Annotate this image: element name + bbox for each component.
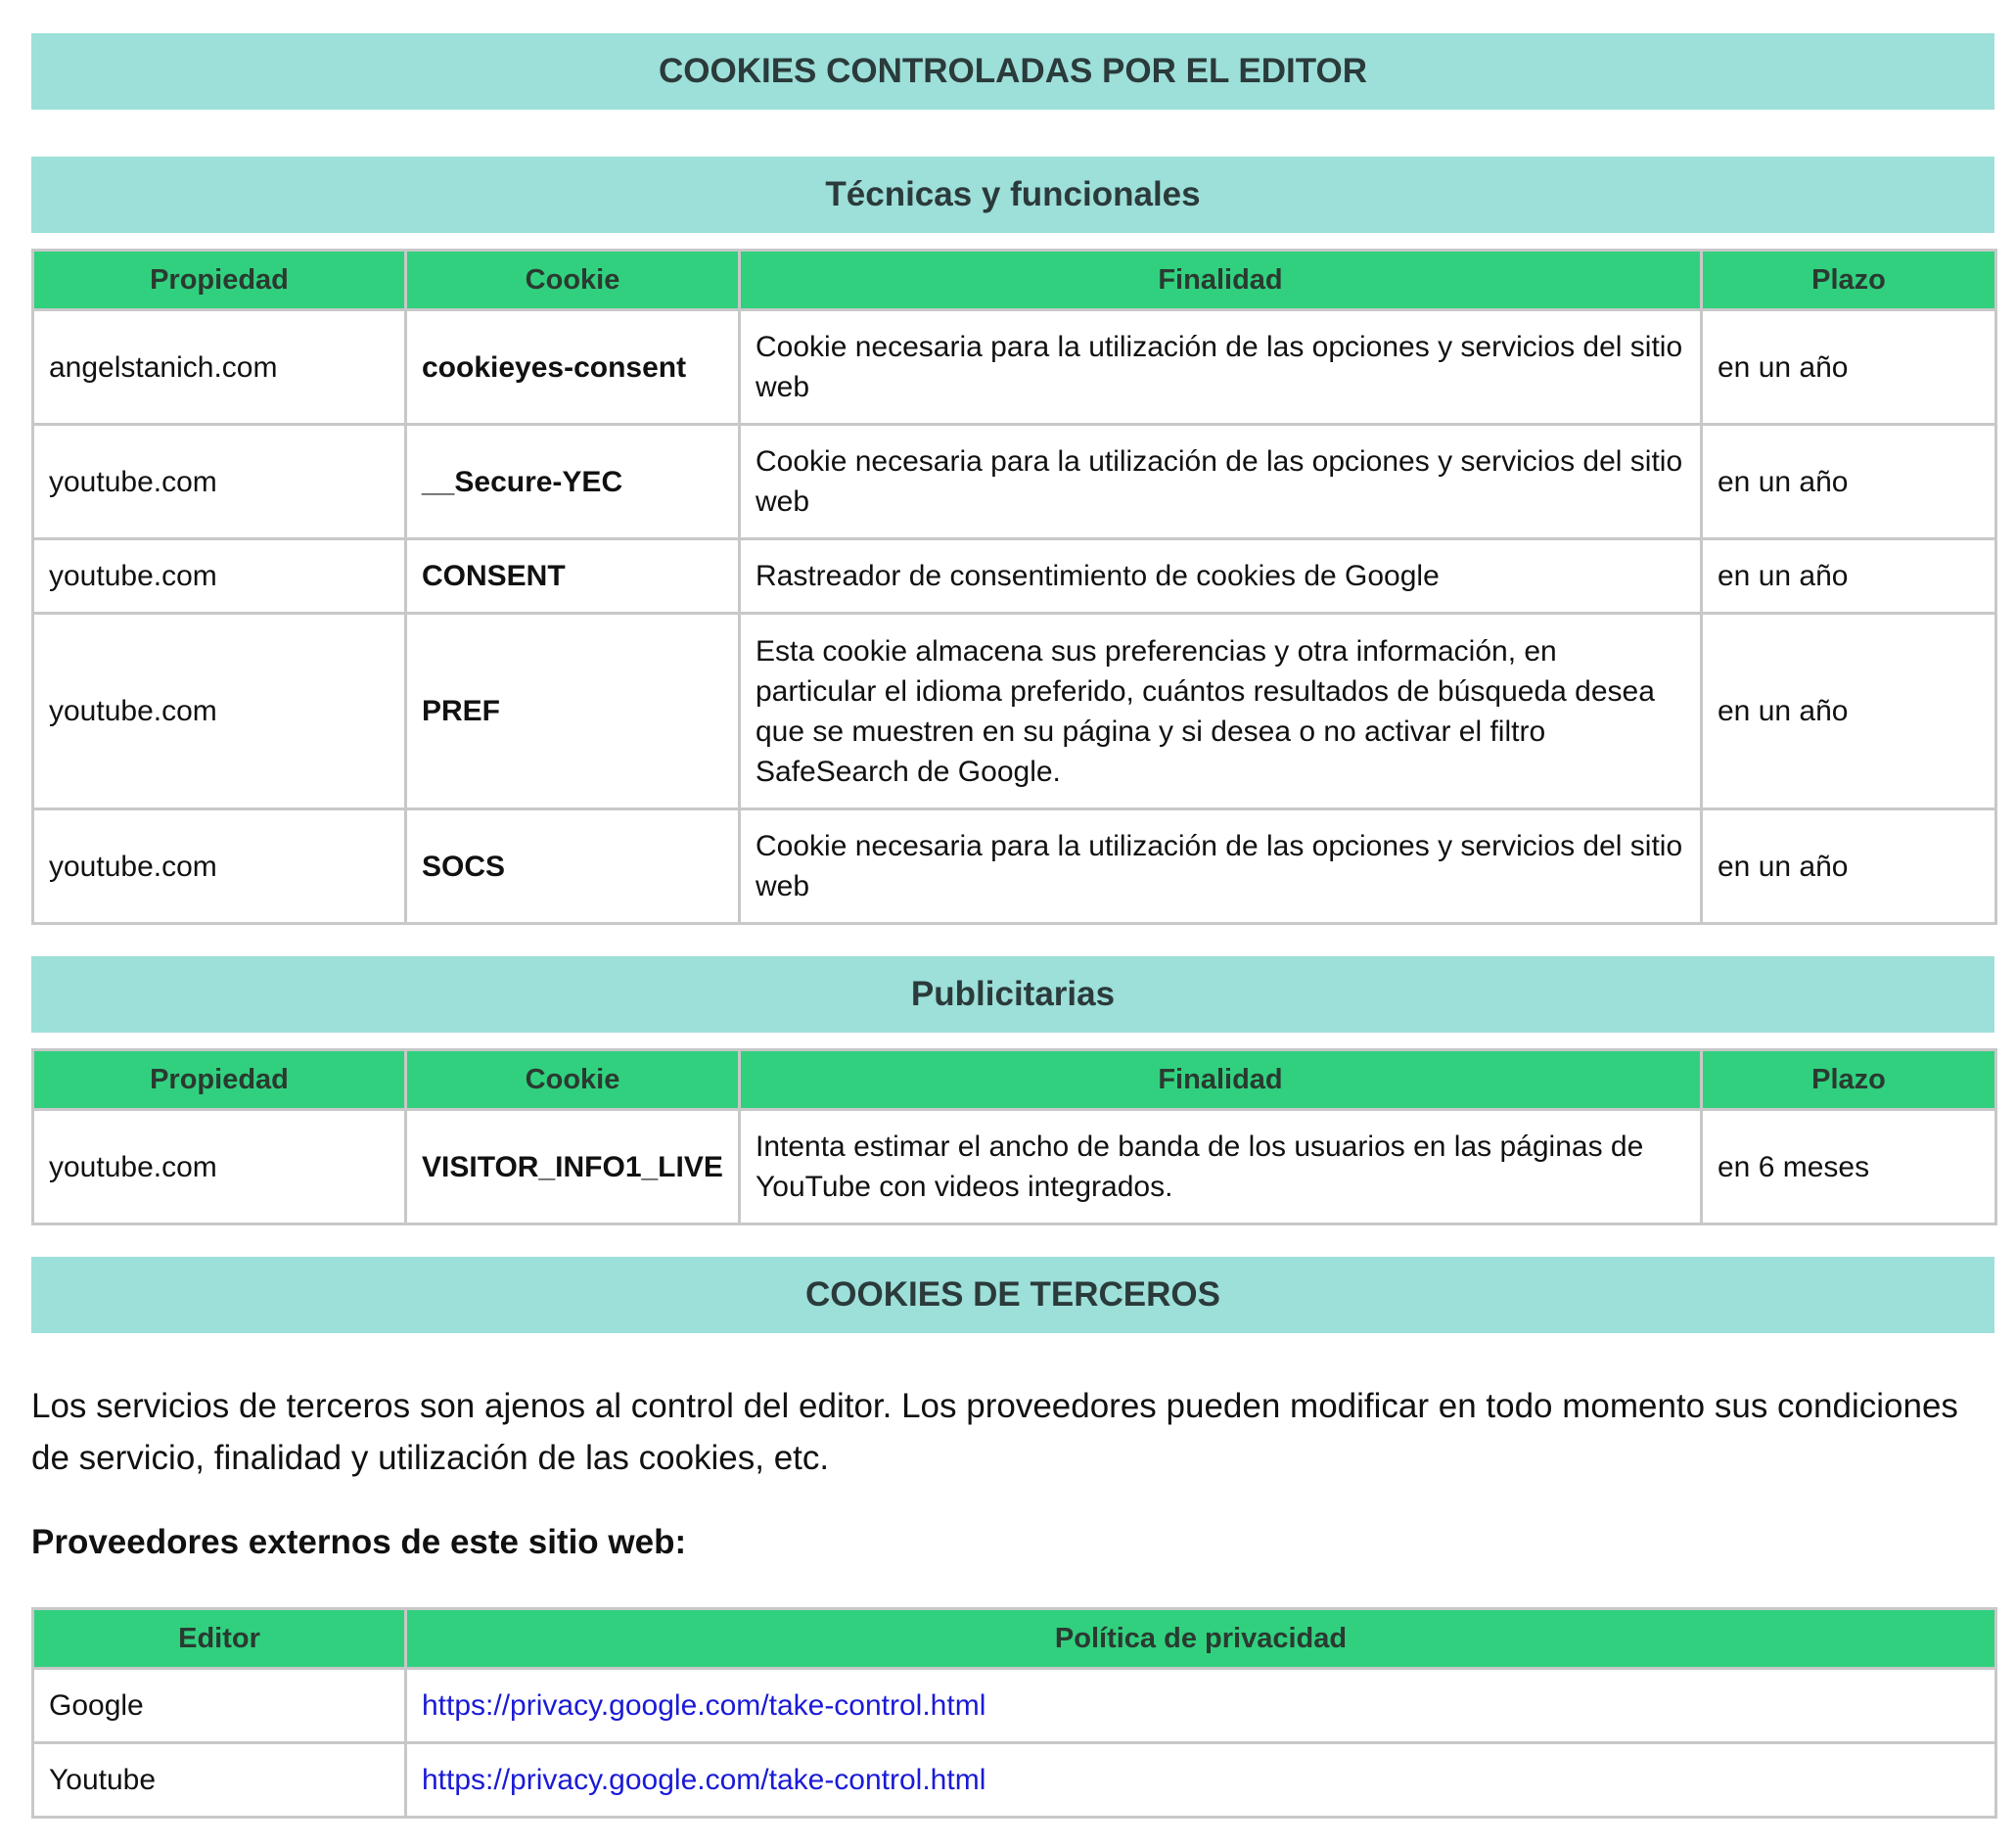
purpose-cell: Rastreador de consentimiento de cookies de Google (740, 539, 1702, 614)
purpose-cell: Esta cookie almacena sus preferencias y otra información, en particular el idioma preferido, cuántos resultados de búsqueda desea que se muestren en su página y si desea o no activar el filtro SafeSearch de Google. (740, 614, 1702, 809)
table-row (33, 1669, 1996, 1743)
advertising-section-heading: Publicitarias (31, 956, 1994, 1033)
column-header-cookie: Cookie (406, 251, 740, 310)
column-header-privacy-policy: Política de privacidad (406, 1609, 1996, 1669)
cookie-name-cell: CONSENT (406, 539, 740, 614)
privacy-policy-link[interactable]: https://privacy.google.com/take-control.html (406, 1743, 1996, 1818)
term-cell: en un año (1702, 539, 1996, 614)
purpose-cell: Cookie necesaria para la utilización de las opciones y servicios del sitio web (740, 310, 1702, 425)
table-header-row (33, 1050, 1996, 1110)
technical-cookies-table (31, 249, 1997, 925)
column-header-property: Propiedad (33, 1050, 406, 1110)
cookie-name-cell: PREF (406, 614, 740, 809)
column-header-editor: Editor (33, 1609, 406, 1669)
cookie-name-cell: VISITOR_INFO1_LIVE (406, 1110, 740, 1224)
property-cell: youtube.com (33, 614, 406, 809)
column-header-property: Propiedad (33, 251, 406, 310)
table-header-row (33, 1609, 1996, 1669)
term-cell: en un año (1702, 310, 1996, 425)
term-cell: en un año (1702, 425, 1996, 539)
column-header-purpose: Finalidad (740, 251, 1702, 310)
purpose-cell: Cookie necesaria para la utilización de las opciones y servicios del sitio web (740, 425, 1702, 539)
cookie-name-cell: SOCS (406, 809, 740, 924)
property-cell: angelstanich.com (33, 310, 406, 425)
table-row (33, 539, 1996, 614)
cookie-policy-document (31, 33, 1994, 1819)
table-row (33, 425, 1996, 539)
providers-table (31, 1607, 1997, 1819)
editor-cookies-heading: COOKIES CONTROLADAS POR EL EDITOR (31, 33, 1994, 110)
column-header-cookie: Cookie (406, 1050, 740, 1110)
column-header-term: Plazo (1702, 1050, 1996, 1110)
cookie-name-cell: cookieyes-consent (406, 310, 740, 425)
third-party-section-heading: COOKIES DE TERCEROS (31, 1257, 1994, 1333)
property-cell: youtube.com (33, 1110, 406, 1224)
property-cell: youtube.com (33, 809, 406, 924)
purpose-cell: Intenta estimar el ancho de banda de los usuarios en las páginas de YouTube con videos integrados. (740, 1110, 1702, 1224)
term-cell: en un año (1702, 614, 1996, 809)
editor-cell: Youtube (33, 1743, 406, 1818)
table-header-row (33, 251, 1996, 310)
cookie-name-cell: __Secure-YEC (406, 425, 740, 539)
editor-cell: Google (33, 1669, 406, 1743)
privacy-policy-link[interactable]: https://privacy.google.com/take-control.html (406, 1669, 1996, 1743)
table-row (33, 310, 1996, 425)
table-row (33, 1110, 1996, 1224)
table-row (33, 614, 1996, 809)
term-cell: en un año (1702, 809, 1996, 924)
third-party-paragraph: Los servicios de terceros son ajenos al control del editor. Los proveedores pueden modificar en todo momento sus condiciones de servicio, finalidad y utilización de las cookies, etc. (31, 1387, 1958, 1477)
technical-section-heading: Técnicas y funcionales (31, 157, 1994, 233)
table-row (33, 809, 1996, 924)
term-cell: en 6 meses (1702, 1110, 1996, 1224)
purpose-cell: Cookie necesaria para la utilización de las opciones y servicios del sitio web (740, 809, 1702, 924)
advertising-cookies-table (31, 1048, 1997, 1225)
providers-heading: Proveedores externos de este sitio web: (31, 1523, 687, 1561)
property-cell: youtube.com (33, 539, 406, 614)
column-header-purpose: Finalidad (740, 1050, 1702, 1110)
table-row (33, 1743, 1996, 1818)
column-header-term: Plazo (1702, 251, 1996, 310)
property-cell: youtube.com (33, 425, 406, 539)
